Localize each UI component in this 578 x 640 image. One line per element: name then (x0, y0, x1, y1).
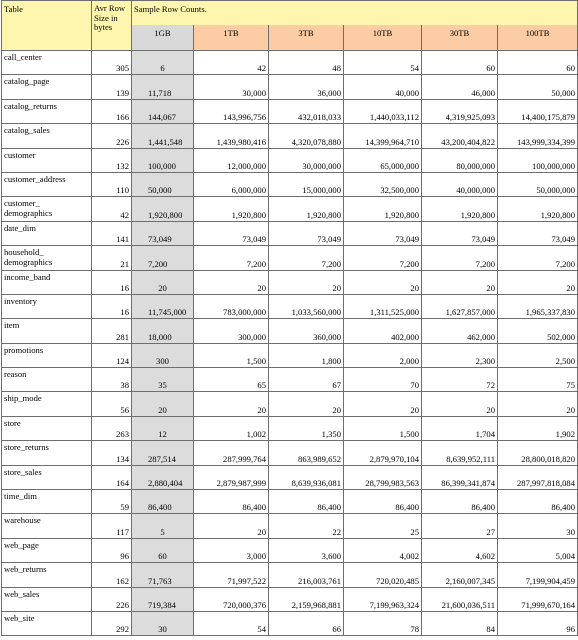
cell-table-name: reason (2, 368, 92, 392)
cell-count-3tb: 863,989,652 (269, 441, 344, 465)
cell-row-size: 263 (92, 416, 132, 440)
cell-row-size: 141 (92, 221, 132, 245)
cell-row-size: 134 (92, 441, 132, 465)
table-row (2, 343, 578, 367)
table-row (2, 441, 578, 465)
cell-row-size: 16 (92, 270, 132, 294)
cell-count-100tb: 143,999,334,399 (498, 124, 578, 148)
cell-count-100tb: 50,000 (498, 75, 578, 99)
table-row (2, 563, 578, 587)
cell-count-1gb: 1,920,800 (132, 197, 194, 221)
cell-count-30tb: 73,049 (422, 221, 498, 245)
cell-count-10tb: 4,002 (344, 538, 422, 562)
cell-count-30tb: 4,602 (422, 538, 498, 562)
cell-count-1gb: 2,880,404 (132, 465, 194, 489)
cell-table-name: promotions (2, 343, 92, 367)
table-row (2, 392, 578, 416)
cell-count-3tb: 1,033,560,000 (269, 294, 344, 318)
cell-count-100tb: 71,999,670,164 (498, 587, 578, 611)
cell-table-name: income_band (2, 270, 92, 294)
cell-count-1tb: 30,000 (194, 75, 269, 99)
cell-count-3tb: 15,000,000 (269, 172, 344, 196)
header-scale-1gb: 1GB (132, 25, 194, 51)
cell-count-10tb: 720,020,485 (344, 563, 422, 587)
cell-table-name: catalog_page (2, 75, 92, 99)
cell-table-name: call_center (2, 51, 92, 75)
cell-row-size: 42 (92, 197, 132, 221)
cell-count-1gb: 300 (132, 343, 194, 367)
cell-count-3tb: 67 (269, 368, 344, 392)
cell-count-1tb: 73,049 (194, 221, 269, 245)
cell-count-3tb: 66 (269, 611, 344, 635)
cell-count-100tb: 1,902 (498, 416, 578, 440)
cell-count-10tb: 78 (344, 611, 422, 635)
cell-count-30tb: 84 (422, 611, 498, 635)
cell-table-name: customer (2, 148, 92, 172)
cell-row-size: 139 (92, 75, 132, 99)
cell-count-1tb: 12,000,000 (194, 148, 269, 172)
cell-count-1tb: 6,000,000 (194, 172, 269, 196)
cell-count-100tb: 60 (498, 51, 578, 75)
row-counts-table (1, 0, 578, 636)
cell-row-size: 164 (92, 465, 132, 489)
cell-count-100tb: 287,997,818,084 (498, 465, 578, 489)
cell-count-3tb: 432,018,033 (269, 99, 344, 123)
header-scale-10tb: 10TB (344, 25, 422, 51)
header-scale-30tb: 30TB (422, 25, 498, 51)
cell-count-10tb: 20 (344, 270, 422, 294)
cell-count-1tb: 54 (194, 611, 269, 635)
cell-count-100tb: 7,200 (498, 246, 578, 270)
table-row (2, 514, 578, 538)
table-header (2, 1, 578, 51)
cell-count-3tb: 22 (269, 514, 344, 538)
cell-count-1gb: 1,441,548 (132, 124, 194, 148)
cell-count-1tb: 7,200 (194, 246, 269, 270)
cell-count-1tb: 65 (194, 368, 269, 392)
cell-row-size: 96 (92, 538, 132, 562)
cell-count-100tb: 20 (498, 392, 578, 416)
header-table: Table (2, 1, 92, 51)
cell-count-1gb: 287,514 (132, 441, 194, 465)
cell-table-name: web_site (2, 611, 92, 635)
cell-count-30tb: 86,399,341,874 (422, 465, 498, 489)
cell-row-size: 292 (92, 611, 132, 635)
cell-row-size: 117 (92, 514, 132, 538)
table-row (2, 221, 578, 245)
cell-count-10tb: 32,500,000 (344, 172, 422, 196)
cell-count-100tb: 502,000 (498, 319, 578, 343)
cell-table-name: item (2, 319, 92, 343)
cell-count-10tb: 1,500 (344, 416, 422, 440)
cell-table-name: store (2, 416, 92, 440)
cell-count-3tb: 30,000,000 (269, 148, 344, 172)
cell-count-1gb: 100,000 (132, 148, 194, 172)
cell-count-10tb: 2,879,970,104 (344, 441, 422, 465)
cell-count-30tb: 43,200,404,822 (422, 124, 498, 148)
cell-table-name: web_returns (2, 563, 92, 587)
cell-count-30tb: 40,000,000 (422, 172, 498, 196)
cell-count-3tb: 1,920,800 (269, 197, 344, 221)
cell-count-30tb: 1,920,800 (422, 197, 498, 221)
cell-table-name: time_dim (2, 490, 92, 514)
cell-count-3tb: 36,000 (269, 75, 344, 99)
table-row (2, 124, 578, 148)
cell-count-10tb: 40,000 (344, 75, 422, 99)
table-row (2, 368, 578, 392)
cell-row-size: 16 (92, 294, 132, 318)
cell-count-1tb: 20 (194, 392, 269, 416)
cell-count-10tb: 20 (344, 392, 422, 416)
cell-count-10tb: 14,399,964,710 (344, 124, 422, 148)
cell-count-30tb: 8,639,952,111 (422, 441, 498, 465)
cell-count-1gb: 12 (132, 416, 194, 440)
cell-count-30tb: 86,400 (422, 490, 498, 514)
table-row (2, 99, 578, 123)
cell-count-30tb: 46,000 (422, 75, 498, 99)
cell-count-10tb: 73,049 (344, 221, 422, 245)
cell-count-3tb: 1,350 (269, 416, 344, 440)
table-row (2, 587, 578, 611)
cell-count-1tb: 1,500 (194, 343, 269, 367)
cell-count-1gb: 5 (132, 514, 194, 538)
cell-count-100tb: 50,000,000 (498, 172, 578, 196)
table-row (2, 148, 578, 172)
cell-count-1gb: 20 (132, 270, 194, 294)
cell-count-1tb: 3,000 (194, 538, 269, 562)
cell-table-name: store_sales (2, 465, 92, 489)
table-row (2, 172, 578, 196)
cell-count-3tb: 1,800 (269, 343, 344, 367)
cell-count-1tb: 20 (194, 270, 269, 294)
cell-table-name: inventory (2, 294, 92, 318)
cell-count-30tb: 7,200 (422, 246, 498, 270)
cell-row-size: 281 (92, 319, 132, 343)
cell-table-name: household_ demographics (2, 246, 92, 270)
header-scale-1tb: 1TB (194, 25, 269, 51)
cell-count-3tb: 3,600 (269, 538, 344, 562)
cell-count-30tb: 2,160,007,345 (422, 563, 498, 587)
cell-count-1tb: 2,879,987,999 (194, 465, 269, 489)
cell-table-name: store_returns (2, 441, 92, 465)
cell-count-100tb: 28,800,018,820 (498, 441, 578, 465)
cell-count-10tb: 7,199,963,324 (344, 587, 422, 611)
cell-count-1tb: 20 (194, 514, 269, 538)
cell-count-1tb: 86,400 (194, 490, 269, 514)
cell-count-30tb: 2,300 (422, 343, 498, 367)
cell-count-1tb: 300,000 (194, 319, 269, 343)
cell-count-1tb: 720,000,376 (194, 587, 269, 611)
cell-count-10tb: 54 (344, 51, 422, 75)
cell-row-size: 21 (92, 246, 132, 270)
cell-count-3tb: 4,320,078,880 (269, 124, 344, 148)
cell-count-1tb: 42 (194, 51, 269, 75)
cell-count-1gb: 60 (132, 538, 194, 562)
cell-count-1gb: 35 (132, 368, 194, 392)
cell-count-10tb: 2,000 (344, 343, 422, 367)
table-row (2, 51, 578, 75)
cell-count-1gb: 30 (132, 611, 194, 635)
cell-row-size: 110 (92, 172, 132, 196)
cell-count-1tb: 71,997,522 (194, 563, 269, 587)
cell-count-1tb: 1,920,800 (194, 197, 269, 221)
cell-count-1tb: 143,996,756 (194, 99, 269, 123)
cell-count-1gb: 20 (132, 392, 194, 416)
cell-count-3tb: 86,400 (269, 490, 344, 514)
cell-table-name: customer_ demographics (2, 197, 92, 221)
cell-count-30tb: 27 (422, 514, 498, 538)
cell-count-1tb: 1,439,980,416 (194, 124, 269, 148)
cell-count-100tb: 96 (498, 611, 578, 635)
cell-count-3tb: 20 (269, 270, 344, 294)
cell-count-100tb: 20 (498, 270, 578, 294)
cell-count-1gb: 86,400 (132, 490, 194, 514)
cell-count-30tb: 80,000,000 (422, 148, 498, 172)
cell-row-size: 59 (92, 490, 132, 514)
cell-count-100tb: 100,000,000 (498, 148, 578, 172)
table-body (2, 51, 578, 636)
cell-count-1gb: 6 (132, 51, 194, 75)
cell-count-100tb: 1,920,800 (498, 197, 578, 221)
cell-row-size: 226 (92, 124, 132, 148)
cell-count-3tb: 216,003,761 (269, 563, 344, 587)
cell-count-1gb: 7,200 (132, 246, 194, 270)
cell-count-100tb: 73,049 (498, 221, 578, 245)
cell-row-size: 38 (92, 368, 132, 392)
cell-count-100tb: 86,400 (498, 490, 578, 514)
table-row (2, 75, 578, 99)
cell-count-10tb: 1,440,033,112 (344, 99, 422, 123)
cell-count-30tb: 20 (422, 270, 498, 294)
cell-table-name: date_dim (2, 221, 92, 245)
table-row (2, 294, 578, 318)
cell-count-10tb: 1,920,800 (344, 197, 422, 221)
cell-count-1gb: 50,000 (132, 172, 194, 196)
cell-row-size: 226 (92, 587, 132, 611)
table-row (2, 197, 578, 221)
cell-count-30tb: 1,704 (422, 416, 498, 440)
cell-table-name: ship_mode (2, 392, 92, 416)
header-scale-3tb: 3TB (269, 25, 344, 51)
table-row (2, 319, 578, 343)
cell-count-1gb: 18,000 (132, 319, 194, 343)
table-row (2, 465, 578, 489)
cell-count-30tb: 21,600,036,511 (422, 587, 498, 611)
cell-count-10tb: 402,000 (344, 319, 422, 343)
cell-table-name: catalog_returns (2, 99, 92, 123)
cell-row-size: 124 (92, 343, 132, 367)
header-scale-100tb: 100TB (498, 25, 578, 51)
cell-count-30tb: 20 (422, 392, 498, 416)
cell-count-3tb: 360,000 (269, 319, 344, 343)
cell-count-100tb: 5,004 (498, 538, 578, 562)
cell-count-100tb: 1,965,337,830 (498, 294, 578, 318)
cell-count-1tb: 783,000,000 (194, 294, 269, 318)
cell-count-10tb: 70 (344, 368, 422, 392)
cell-count-3tb: 8,639,936,081 (269, 465, 344, 489)
cell-count-30tb: 72 (422, 368, 498, 392)
cell-count-1gb: 719,384 (132, 587, 194, 611)
table-row (2, 246, 578, 270)
cell-count-10tb: 25 (344, 514, 422, 538)
cell-count-3tb: 48 (269, 51, 344, 75)
cell-count-100tb: 14,400,175,879 (498, 99, 578, 123)
cell-table-name: web_page (2, 538, 92, 562)
cell-count-3tb: 7,200 (269, 246, 344, 270)
cell-count-30tb: 4,319,925,093 (422, 99, 498, 123)
table-row (2, 538, 578, 562)
header-row-size: Avr Row Size in bytes (92, 1, 132, 51)
cell-count-30tb: 60 (422, 51, 498, 75)
cell-count-3tb: 20 (269, 392, 344, 416)
cell-count-1gb: 71,763 (132, 563, 194, 587)
cell-row-size: 132 (92, 148, 132, 172)
cell-row-size: 305 (92, 51, 132, 75)
cell-count-10tb: 65,000,000 (344, 148, 422, 172)
cell-row-size: 56 (92, 392, 132, 416)
cell-count-100tb: 30 (498, 514, 578, 538)
cell-count-100tb: 7,199,904,459 (498, 563, 578, 587)
header-sample-row-counts: Sample Row Counts. (132, 1, 578, 25)
table-row (2, 490, 578, 514)
cell-count-100tb: 2,500 (498, 343, 578, 367)
cell-table-name: customer_address (2, 172, 92, 196)
cell-count-1gb: 11,718 (132, 75, 194, 99)
cell-row-size: 162 (92, 563, 132, 587)
cell-table-name: web_sales (2, 587, 92, 611)
cell-count-1tb: 287,999,764 (194, 441, 269, 465)
cell-count-100tb: 75 (498, 368, 578, 392)
cell-row-size: 166 (92, 99, 132, 123)
cell-count-10tb: 1,311,525,000 (344, 294, 422, 318)
table-row (2, 270, 578, 294)
cell-count-1gb: 11,745,000 (132, 294, 194, 318)
cell-count-3tb: 73,049 (269, 221, 344, 245)
table-row (2, 416, 578, 440)
cell-count-30tb: 462,000 (422, 319, 498, 343)
cell-count-1gb: 73,049 (132, 221, 194, 245)
cell-count-10tb: 28,799,983,563 (344, 465, 422, 489)
cell-count-10tb: 86,400 (344, 490, 422, 514)
cell-table-name: warehouse (2, 514, 92, 538)
cell-count-1gb: 144,067 (132, 99, 194, 123)
cell-count-10tb: 7,200 (344, 246, 422, 270)
table-row (2, 611, 578, 635)
cell-count-1tb: 1,002 (194, 416, 269, 440)
cell-count-30tb: 1,627,857,000 (422, 294, 498, 318)
cell-count-3tb: 2,159,968,881 (269, 587, 344, 611)
cell-table-name: catalog_sales (2, 124, 92, 148)
